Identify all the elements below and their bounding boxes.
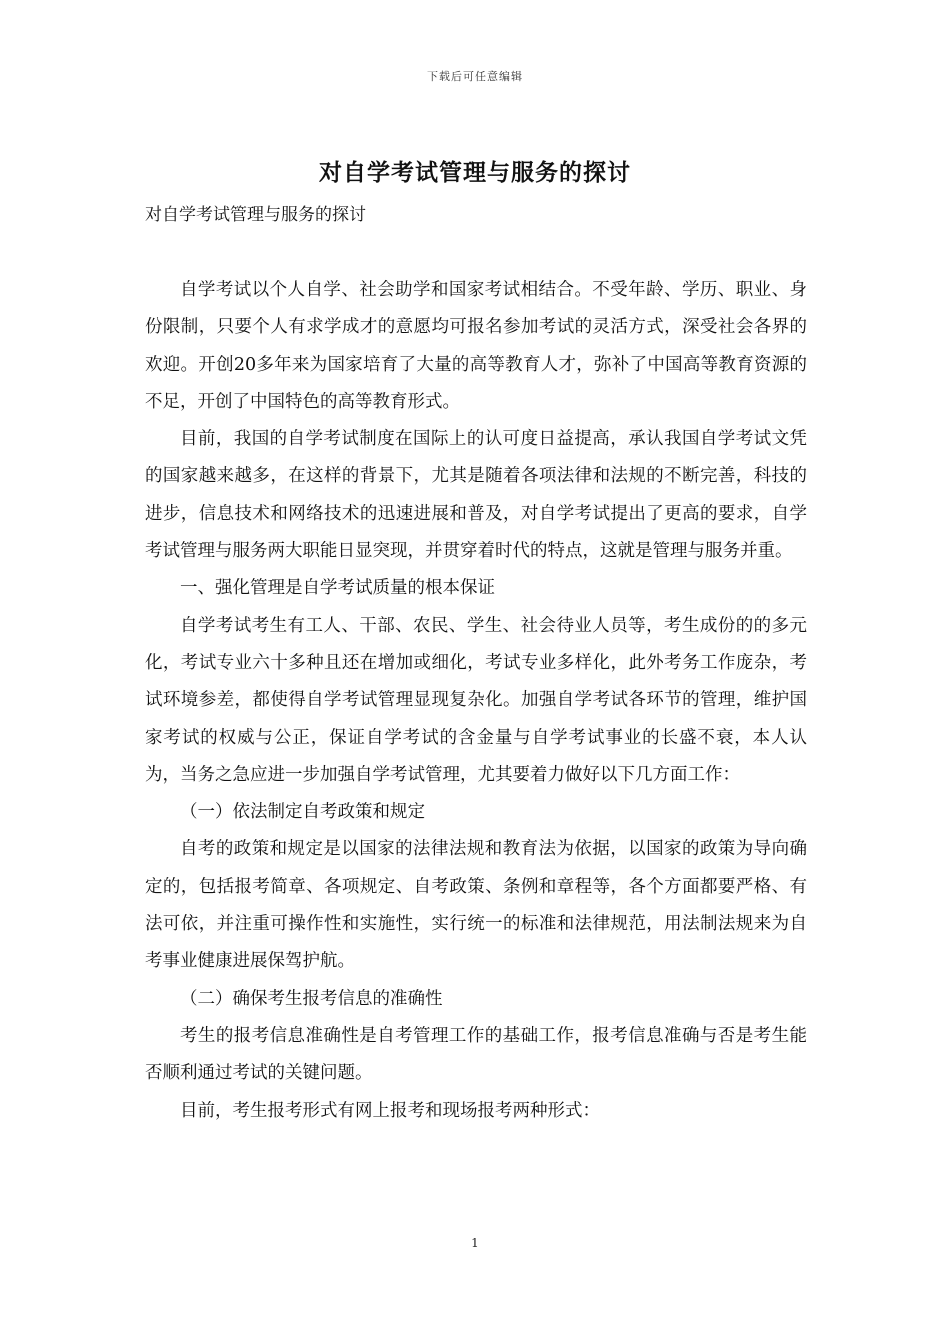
document-title: 对自学考试管理与服务的探讨	[319, 159, 631, 186]
paragraph-registration-forms: 目前，考生报考形式有网上报考和现场报考两种形式：	[180, 1100, 600, 1121]
document-body	[145, 272, 807, 1130]
document-subtitle: 对自学考试管理与服务的探讨	[145, 205, 366, 225]
paragraph-management: 自学考试考生有工人、干部、农民、学生、社会待业人员等，考生成份的的多元化，考试专业六十多种且还在增加或细化，考试专业多样化，此外考务工作庞杂，考试环境参差，都使得自学考试管理显现复杂化。加强自学考试各环节的管理，维护国家考试的权威与公正，保证自学考试的含金量与自学考试事业的长盛不衰，本人认为，当务之急应进一步加强自学考试管理，尤其要着力做好以下几方面工作：	[145, 615, 807, 785]
paragraph-registration-info: 考生的报考信息准确性是自考管理工作的基础工作，报考信息准确与否是考生能否顺利通过考试的关键问题。	[145, 1025, 807, 1084]
subsection-heading-1: （一）依法制定自考政策和规定	[180, 802, 425, 823]
subsection-heading-2: （二）确保考生报考信息的准确性	[180, 988, 443, 1009]
section-heading-1: 一、强化管理是自学考试质量的根本保证	[180, 578, 495, 599]
paragraph-current-status: 目前，我国的自学考试制度在国际上的认可度日益提高，承认我国自学考试文凭的国家越来越多，在这样的背景下，尤其是随着各项法律和法规的不断完善，科技的进步，信息技术和网络技术的迅速进展和普及，对自学考试提出了更高的要求，自学考试管理与服务两大职能日显突现，并贯穿着时代的特点，这就是管理与服务并重。	[145, 429, 807, 562]
page-header: 下载后可任意编辑	[427, 70, 523, 83]
page-number: 1	[471, 1236, 479, 1250]
paragraph-intro: 自学考试以个人自学、社会助学和国家考试相结合。不受年龄、学历、职业、身份限制，只要个人有求学成才的意愿均可报名参加考试的灵活方式，深受社会各界的欢迎。开创20多年来为国家培育了大量的高等教育人才，弥补了中国高等教育资源的不足，开创了中国特色的高等教育形式。	[145, 280, 807, 412]
paragraph-policy: 自考的政策和规定是以国家的法律法规和教育法为依据，以国家的政策为导向确定的，包括报考简章、各项规定、自考政策、条例和章程等，各个方面都要严格、有法可依，并注重可操作性和实施性，实行统一的标准和法律规范，用法制法规来为自考事业健康进展保驾护航。	[145, 839, 807, 972]
